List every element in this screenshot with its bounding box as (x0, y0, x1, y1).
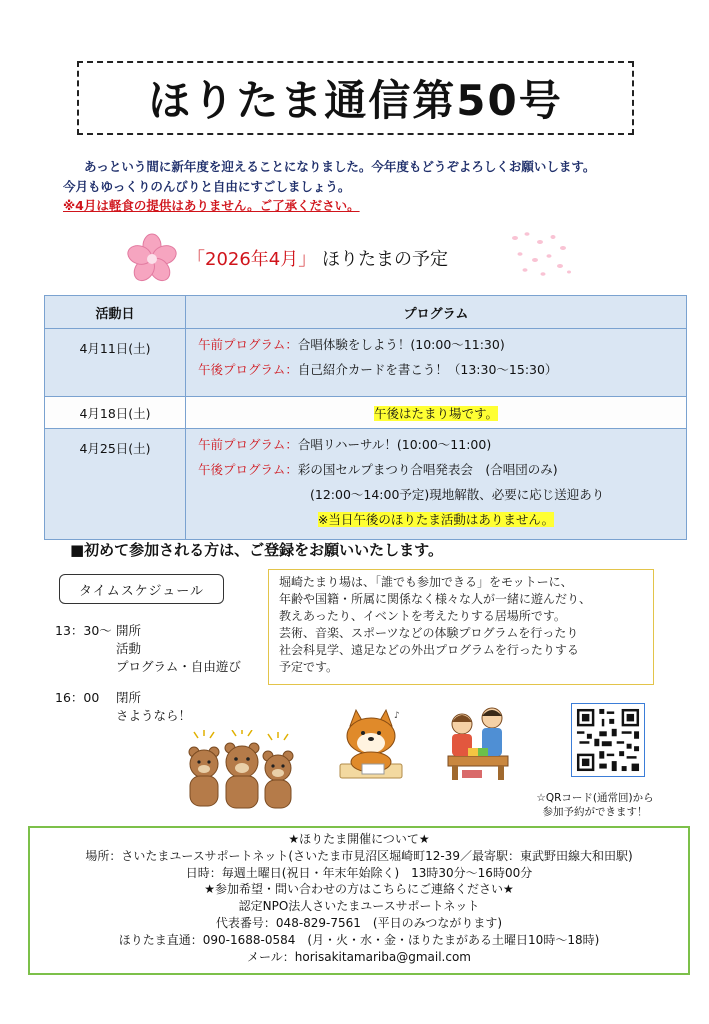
about-line: 年齢や国籍・所属に関係なく様々な人が一緒に遊んだり、 (279, 592, 592, 606)
time-item: 開所 (116, 623, 142, 638)
bears-illustration-icon (180, 730, 298, 810)
schedule-heading-rest: ほりたまの予定 (322, 249, 448, 270)
program-label: 午前プログラム： (198, 437, 298, 452)
program-text: 自己紹介カードを書こう！（13:30～15:30） (297, 362, 558, 377)
qr-note-line: ☆QRコード(通常回)から (536, 792, 654, 804)
time-item: 閉所 (116, 690, 142, 705)
footer-line: 認定NPO法人さいたまユースサポートネット (238, 899, 480, 914)
header-date: 活動日 (45, 296, 186, 329)
about-box (268, 569, 654, 685)
highlight-note: ※当日午後のほりたま活動はありません。 (317, 512, 555, 527)
program-line (186, 357, 686, 382)
time-item: 活動 (116, 641, 142, 656)
intro-line-1: あっという間に新年度を迎えることになりました。今年度もどうぞよろしくお願いします。 (84, 159, 596, 174)
schedule-heading (187, 245, 448, 271)
row-date: 4月18日(土) (45, 397, 186, 429)
footer-line: 日時：毎週土曜日(祝日・年末年始除く) 13時30分～16時00分 (185, 865, 533, 880)
about-line: 芸術、音楽、スポーツなどの体験プログラムを行ったり (279, 626, 579, 640)
header-program: プログラム (186, 296, 687, 329)
program-line (186, 507, 686, 532)
sakura-flower-icon (126, 233, 178, 285)
program-label: 午後プログラム： (198, 362, 298, 377)
sakura-petals-icon (505, 228, 575, 280)
qr-note-line: 参加予約ができます！ (542, 806, 648, 818)
qr-code[interactable] (571, 703, 645, 777)
program-line (186, 332, 686, 357)
about-line: 堀崎たまり場は、「誰でも参加できる」をモットーに、 (279, 575, 573, 589)
footer-line: ★ほりたま開催について★ (288, 832, 430, 846)
children-playing-icon (442, 704, 514, 782)
table-row (45, 329, 687, 397)
newsletter-title-box (77, 61, 634, 135)
time-2-items (116, 689, 191, 725)
newsletter-title: ほりたま通信第50号 (148, 76, 563, 125)
program-text: 合唱体験をしよう！(10:00～11:30) (297, 337, 505, 352)
program-line (186, 432, 686, 457)
about-line: 予定です。 (279, 660, 339, 674)
table-row (45, 429, 687, 540)
footer-line: ほりたま直通：090-1688-0584 (月・火・水・金・ほりたまがある土曜日10時～18時) (118, 932, 600, 947)
program-label: 午後プログラム： (198, 462, 298, 477)
first-time-note: ■初めて参加される方は、ご登録をお願いいたします。 (70, 541, 443, 559)
row-date: 4月25日(土) (45, 429, 186, 540)
qr-code-icon (572, 704, 644, 776)
program-text: 合唱リハーサル！(10:00～11:00) (297, 437, 492, 452)
row-program (186, 329, 687, 397)
time-1: 13：30～ (55, 623, 112, 638)
time-item: プログラム・自由遊び (116, 659, 241, 674)
about-line: 社会科見学、遠足などの外出プログラムを行ったりする (279, 643, 579, 657)
intro-line-2: 今月もゆっくりのんびりと自由にすごしましょう。 (63, 179, 351, 194)
time-2: 16：00 (55, 690, 100, 705)
table-header-row (45, 296, 687, 329)
program-line (186, 457, 686, 482)
footer-line: ★参加希望・問い合わせの方はこちらにご連絡ください★ (204, 882, 514, 897)
row-date: 4月11日(土) (45, 329, 186, 397)
footer-email[interactable]: メール：horisakitamariba@gmail.com (247, 949, 471, 964)
warning-note: ※4月は軽食の提供はありません。ご了承ください。 (63, 198, 360, 213)
footer-line: 場所：さいたまユースサポートネット(さいたま市見沼区堀崎町12-39／最寄駅：東武野田線大和田駅) (85, 848, 633, 863)
time-schedule-label: タイムスケジュール (59, 574, 224, 604)
program-label: 午前プログラム： (198, 337, 298, 352)
table-row (45, 397, 687, 429)
row-program (186, 397, 687, 429)
svg-text:♪: ♪ (394, 711, 400, 721)
qr-note (520, 791, 670, 819)
schedule-table (44, 295, 687, 540)
program-continuation: (12:00～14:00予定)現地解散、必要に応じ送迎あり (310, 487, 605, 502)
row-program (186, 429, 687, 540)
about-line: 教えあったり、イベントを考えたりする居場所です。 (279, 609, 566, 623)
time-1-items (116, 622, 241, 676)
shiba-dog-writing-icon (330, 706, 412, 782)
program-text: 彩の国セルプまつり合唱発表会 (合唱団のみ) (297, 462, 558, 477)
time-item: さようなら！ (116, 708, 192, 723)
footer-line: 代表番号：048-829-7561 (平日のみつながります) (215, 915, 503, 930)
schedule-heading-month: 「2026年4月」 (187, 249, 317, 270)
footer-info-box (28, 826, 690, 975)
highlight-note: 午後はたまり場です。 (373, 405, 498, 421)
